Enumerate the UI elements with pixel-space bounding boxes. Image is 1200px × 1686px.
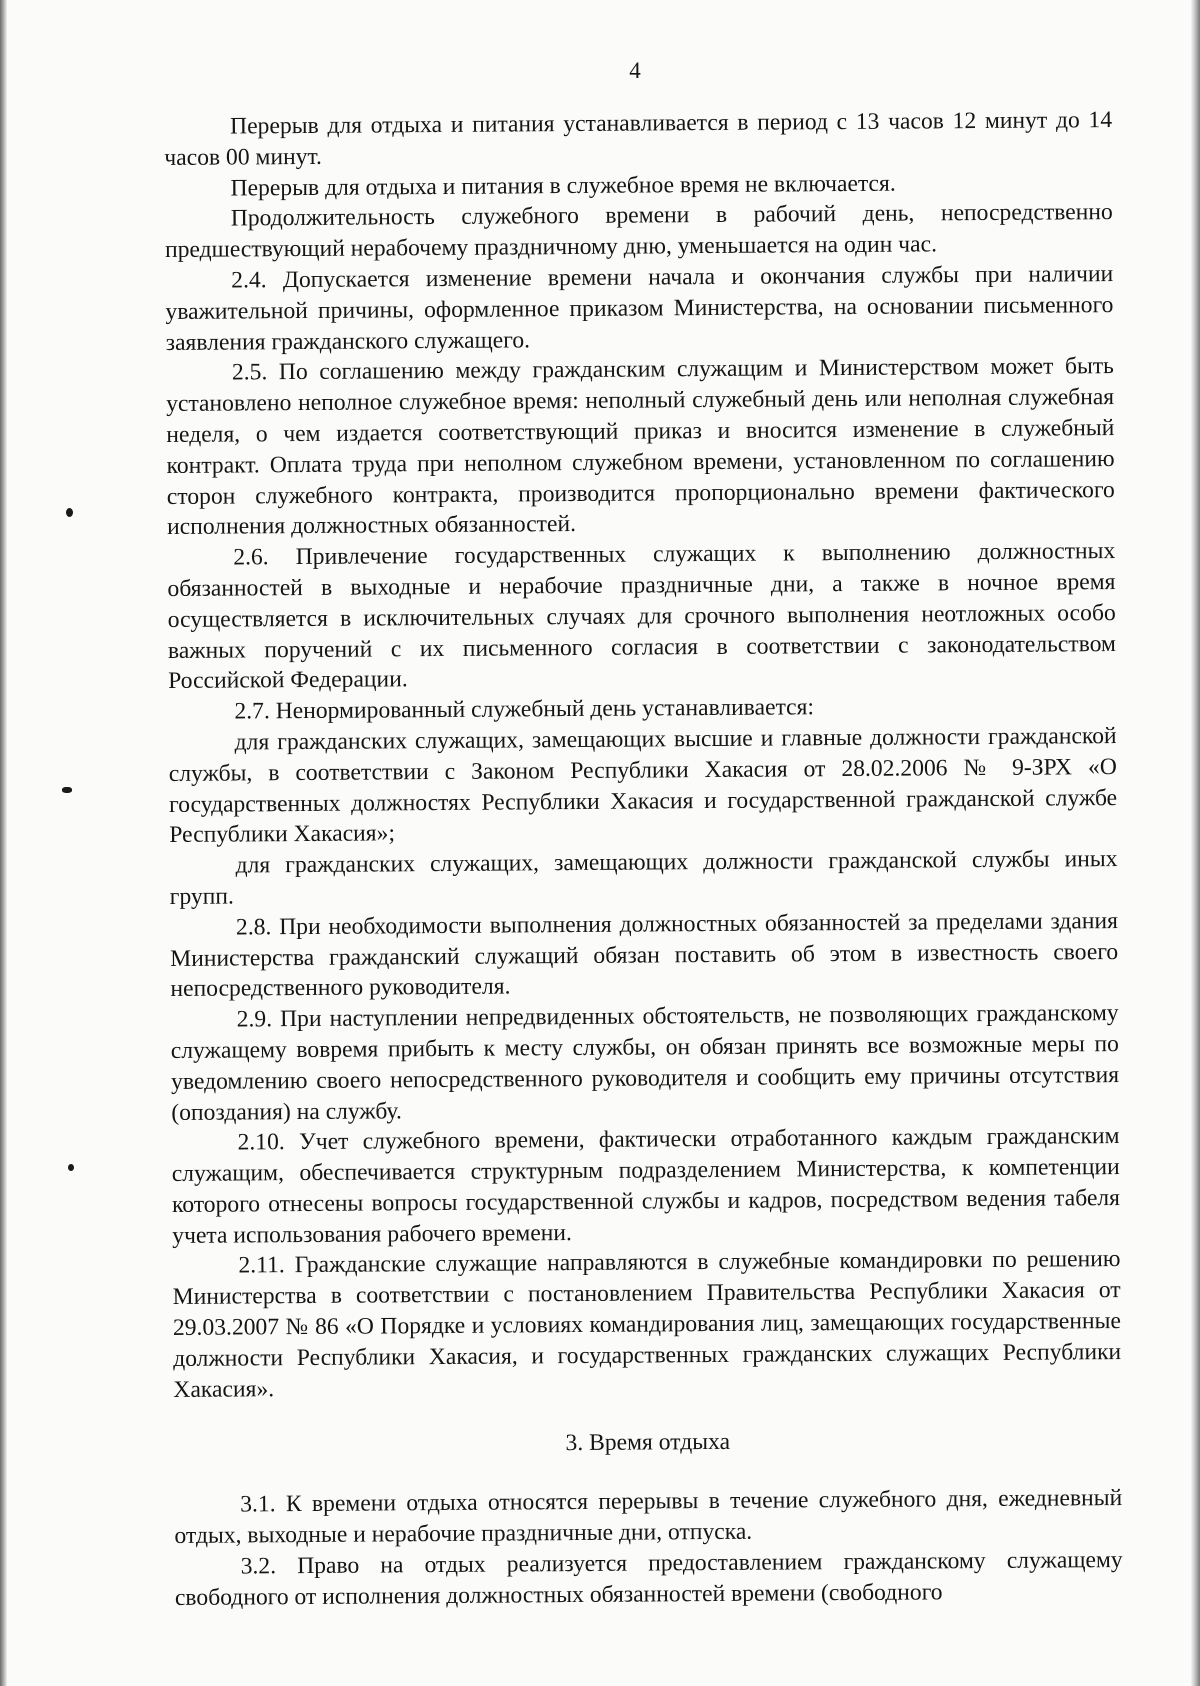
document-body bbox=[164, 105, 1123, 1613]
margin-dot-mark bbox=[68, 1164, 74, 1171]
paragraph-2-7-senior-positions: для гражданских служащих, замещающих высшие и главные должности гражданской службы, в соответствии с Законом Республики Хакасия от 28.02.2006 № 9-ЗРХ «О государственных должностях Республики Хакасия и государственной гражданской службе Республики Хакасия»; bbox=[168, 722, 1118, 849]
paragraph-2-7: 2.7. Ненормированный служебный день устанавливается: bbox=[234, 694, 815, 725]
paragraph-2-7-other-groups: для гражданских служащих, замещающих должности гражданской службы иных групп. bbox=[169, 846, 1118, 910]
paragraph-break-not-included: Перерыв для отдыха и питания в служебное время не включается. bbox=[230, 170, 896, 202]
scan-left-edge bbox=[0, 0, 7, 1686]
paragraph-2-10: 2.10. Учет служебного времени, фактически отработанного каждым гражданским служащим, обеспечивается структурным подразделением Министерства, к компетенции которого отнесены вопросы государственной службы и кадров, посредством ведения табеля учета использования рабочего времени. bbox=[171, 1123, 1121, 1249]
paragraph-2-9: 2.9. При наступлении непредвиденных обстоятельств, не позволяющих гражданскому служащему вовремя прибыть к месту службы, он обязан принять все возможные меры по уведомлению своего непосредственного руководителя и сообщить ему причины отсутствия (опоздания) на службу. bbox=[170, 1000, 1120, 1126]
paragraph-break-time: Перерыв для отдыха и питания устанавливается в период с 13 часов 12 минут до 14 часов 00 минут. bbox=[164, 107, 1113, 171]
paragraph-2-11: 2.11. Гражданские служащие направляются в служебные командировки по решению Министерства в соответствии с постановлением Правительства Республики Хакасия от 29.03.2007 № 86 «О Порядке и условиях командирования лиц, замещающих государственные должности Республики Хакасия, и государственных гражданских служащих Республики Хакасия». bbox=[172, 1246, 1122, 1403]
paragraph-pre-holiday-day: Продолжительность служебного времени в рабочий день, непосредственно предшествующий нерабочему праздничному дню, уменьшается на один час. bbox=[164, 199, 1113, 264]
margin-dot-mark bbox=[66, 508, 73, 517]
paragraph-2-6: 2.6. Привлечение государственных служащих к выполнению должностных обязанностей в выходные и нерабочие праздничные дни, а также в ночное время осуществляется в исключительных случаях для срочного выполнения неотложных особо важных поручений с их письменного согласия в соответствии с законодательством Российской Федерации. bbox=[167, 538, 1117, 695]
paragraph-2-5: 2.5. По соглашению между гражданским служащим и Министерством может быть установлено неполное служебное время: неполный служебный день или неполная служебная неделя, о чем издается соответствующий приказ и вносится изменение в служебный контракт. Оплата труда при неполном служебном времени, установленном по соглашению сторон служебного контракта, производится пропорционально времени фактического исполнения должностных обязанностей. bbox=[166, 353, 1115, 541]
paragraph-2-8: 2.8. При необходимости выполнения должностных обязанностей за пределами здания Министерства гражданский служащий обязан поставить об этом в известность своего непосредственного руководителя. bbox=[170, 907, 1119, 1003]
paragraph-3-2: 3.2. Право на отдых реализуется предоставлением гражданскому служащему свободного от исполнения должностных обязанностей времени (свободного bbox=[174, 1546, 1123, 1611]
scan-right-edge bbox=[1191, 0, 1200, 1686]
paragraph-3-1: 3.1. К времени отдыха относятся перерывы в течение служебного дня, ежедневный отдых, выходные и нерабочие праздничные дни, отпуска. bbox=[174, 1485, 1123, 1550]
page-number: 4 bbox=[629, 58, 641, 83]
paragraph-2-4: 2.4. Допускается изменение времени начала и окончания службы при наличии уважительной причины, оформленное приказом Министерства, на основании письменного заявления гражданского служащего. bbox=[165, 261, 1114, 356]
section-heading-rest-time: 3. Время отдыха bbox=[565, 1429, 731, 1457]
margin-dot-mark bbox=[62, 787, 72, 793]
